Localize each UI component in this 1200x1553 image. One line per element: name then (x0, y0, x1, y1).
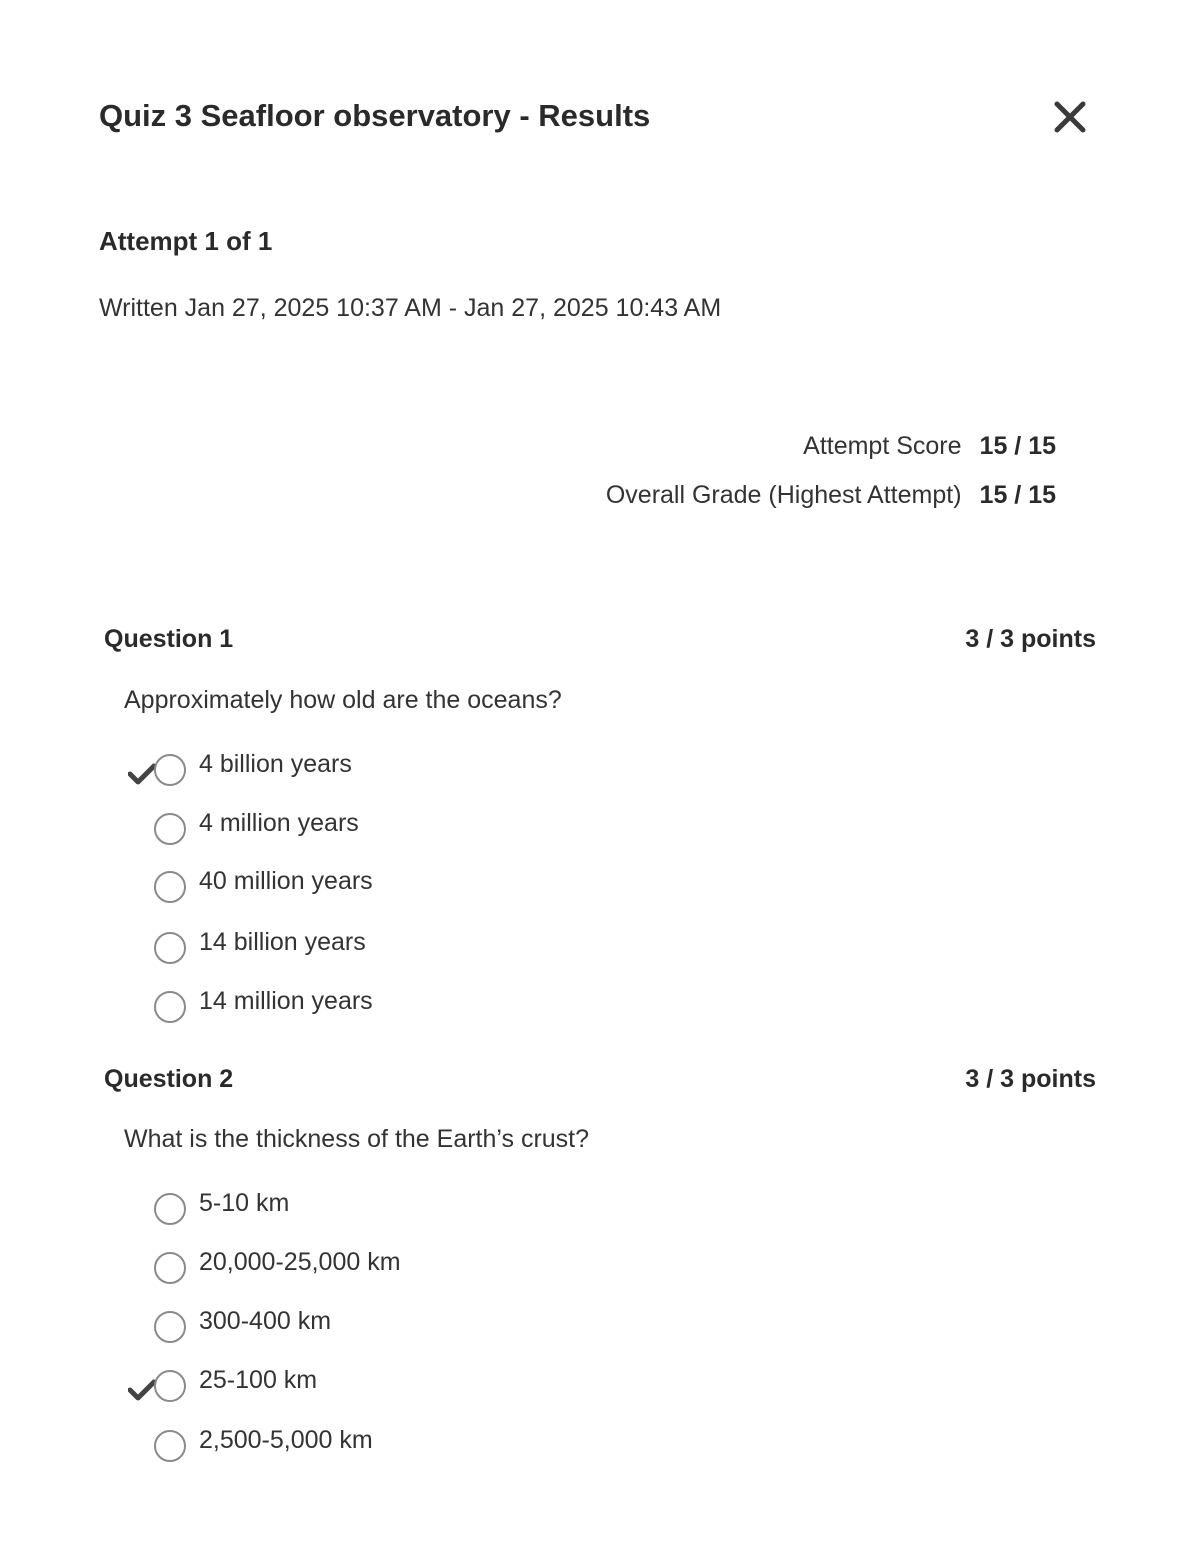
close-button[interactable] (1050, 97, 1090, 137)
attempt-score-row (803, 432, 1056, 461)
q2-option[interactable] (124, 1428, 724, 1468)
q1-option[interactable] (124, 989, 724, 1029)
q2-option[interactable] (124, 1250, 724, 1290)
radio-button[interactable] (154, 932, 186, 964)
radio-button[interactable] (154, 991, 186, 1023)
radio-button[interactable] (154, 871, 186, 903)
q2-option[interactable] (124, 1309, 724, 1349)
attempt-score-value: 15 / 15 (979, 432, 1056, 460)
q2-option[interactable] (124, 1368, 724, 1408)
page-title: Quiz 3 Seafloor observatory - Results (99, 98, 651, 133)
radio-button[interactable] (154, 1193, 186, 1225)
q1-option[interactable] (124, 930, 724, 970)
q2-option[interactable] (124, 1191, 724, 1231)
option-label: 20,000-25,000 km (199, 1248, 401, 1276)
option-label: 4 billion years (199, 750, 352, 778)
q1-option[interactable] (124, 869, 724, 909)
option-label: 40 million years (199, 867, 373, 895)
overall-grade-row (606, 481, 1056, 510)
radio-button[interactable] (154, 1430, 186, 1462)
radio-button[interactable] (154, 1252, 186, 1284)
question-1-heading: Question 1 (104, 625, 234, 653)
question-1-text: Approximately how old are the oceans? (124, 686, 562, 714)
attempt-heading: Attempt 1 of 1 (99, 226, 273, 256)
written-timestamp: Written Jan 27, 2025 10:37 AM - Jan 27, 2025 10:43 AM (99, 294, 722, 322)
question-2-text: What is the thickness of the Earth’s crust? (124, 1125, 590, 1153)
overall-grade-value: 15 / 15 (979, 481, 1056, 509)
overall-grade-label: Overall Grade (Highest Attempt) (605, 481, 962, 509)
option-label: 4 million years (199, 809, 359, 837)
option-label: 2,500-5,000 km (199, 1426, 373, 1454)
option-label: 300-400 km (199, 1307, 332, 1335)
radio-button[interactable] (154, 813, 186, 845)
question-1-points: 3 / 3 points (965, 625, 1096, 653)
radio-button[interactable] (154, 1311, 186, 1343)
checkmark-icon (128, 1378, 156, 1402)
checkmark-icon (128, 762, 156, 786)
radio-button[interactable] (154, 754, 186, 786)
question-2-heading: Question 2 (104, 1065, 234, 1093)
option-label: 5-10 km (199, 1189, 290, 1217)
option-label: 14 million years (199, 987, 373, 1015)
q1-option[interactable] (124, 752, 724, 792)
attempt-score-label: Attempt Score (803, 432, 962, 460)
radio-button[interactable] (154, 1370, 186, 1402)
option-label: 14 billion years (199, 928, 366, 956)
question-2-points: 3 / 3 points (965, 1065, 1096, 1093)
option-label: 25-100 km (199, 1366, 318, 1394)
q1-option[interactable] (124, 811, 724, 851)
close-icon (1050, 97, 1090, 137)
